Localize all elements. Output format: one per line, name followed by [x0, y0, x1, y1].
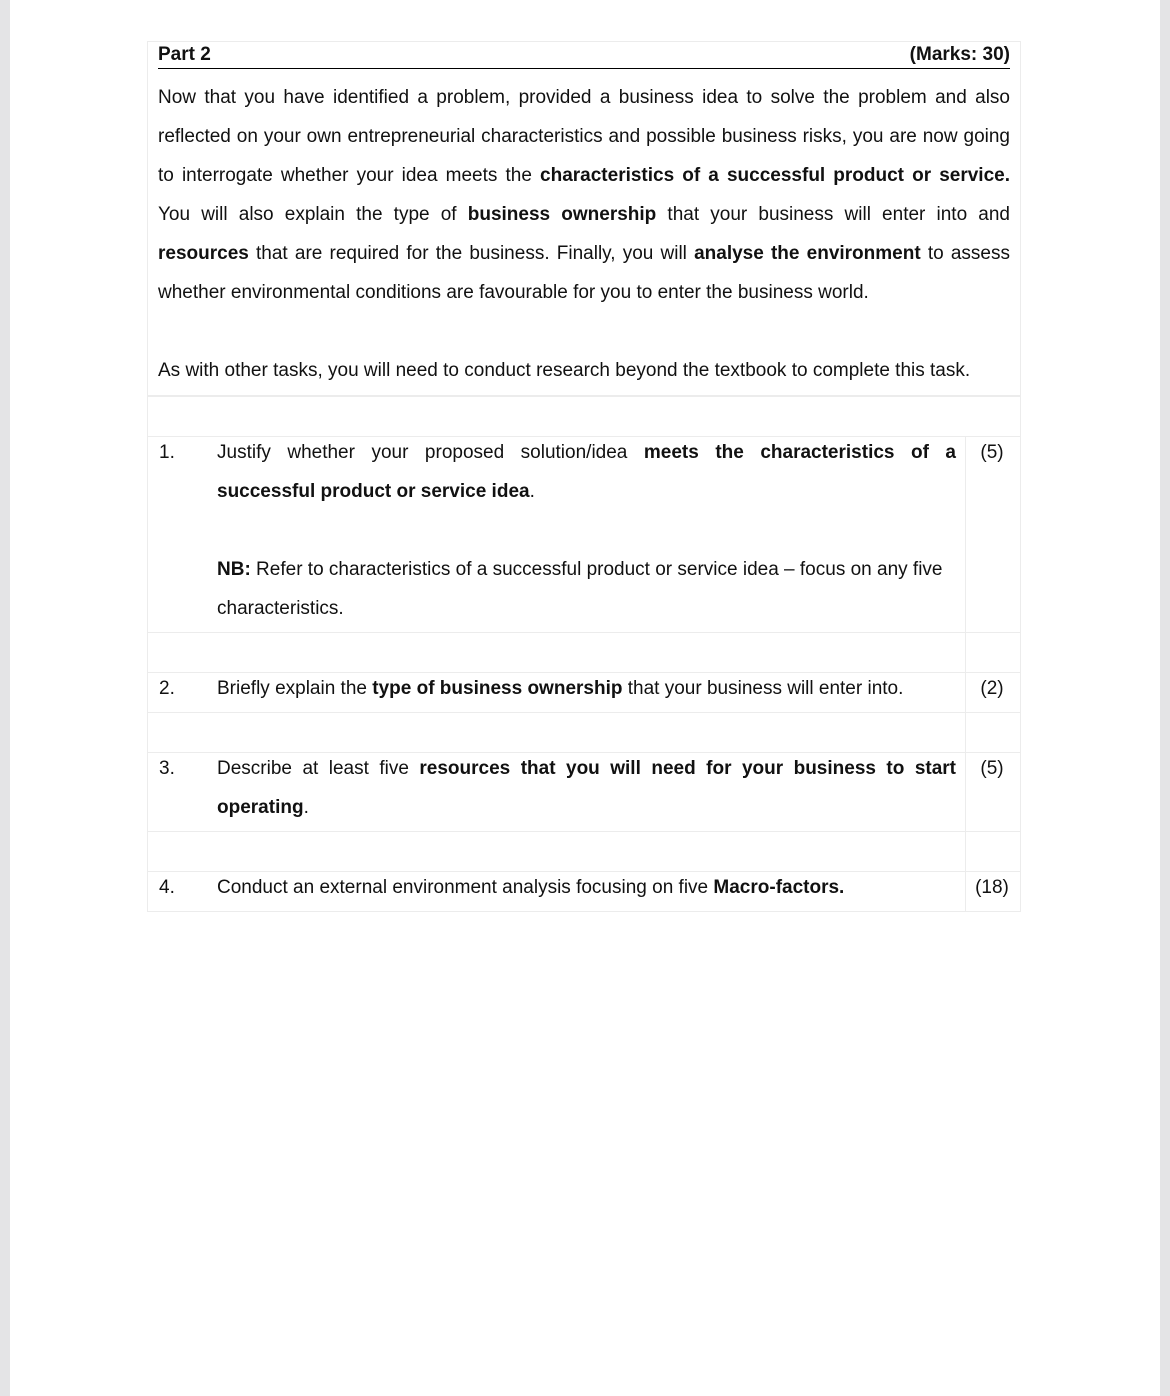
question-text-segment: .: [303, 797, 309, 818]
question-bold-segment: resources that you will need for your business to start operating: [217, 758, 957, 818]
question-text-segment: Describe at least five: [217, 758, 420, 779]
question-text-segment: that your business will enter into.: [622, 678, 904, 699]
question-bold-segment: type of business ownership: [372, 678, 623, 699]
intro-text-segment: Now that you have identified a problem, provided a business idea to solve the problem and also reflected on your own entrepreneurial characteristics and possible business risks, you are now going to interrogate whether your idea meets the: [158, 87, 1010, 186]
intro-text-segment: that are required for the business. Finally, you will: [248, 243, 695, 264]
question-number: 3.: [159, 758, 175, 779]
question-text-segment: .: [529, 481, 535, 502]
intro-paragraph: [158, 78, 1010, 312]
question-marks: (18): [975, 877, 1009, 898]
marks-label: (Marks: 30): [909, 44, 1010, 65]
question-row-4: [147, 871, 1021, 912]
question-text: [217, 433, 956, 628]
part-label: Part 2: [158, 44, 211, 65]
intro-text: [158, 78, 1010, 390]
question-text-segment: Briefly explain the: [217, 678, 373, 699]
nb-text: Refer to characteristics of a successful product or service idea – focus on any five characteristics.: [217, 559, 943, 619]
intro-bold-environment: analyse the environment: [694, 243, 921, 264]
intro-bold-ownership: business ownership: [467, 204, 657, 225]
empty-row: [147, 831, 1021, 872]
intro-text-segment: to assess whether environmental conditions are favourable for you to enter the business world.: [158, 243, 1010, 303]
question-marks: (2): [980, 678, 1004, 699]
question-text-segment: Conduct an external environment analysis focusing on five: [217, 877, 714, 898]
question-text: [217, 669, 956, 708]
empty-row: [147, 712, 1021, 753]
question-number: 1.: [159, 442, 175, 463]
intro-research-note: As with other tasks, you will need to conduct research beyond the textbook to complete this task.: [158, 360, 971, 381]
intro-bold-characteristics: characteristics of a successful product or service.: [540, 165, 1011, 186]
question-number: 4.: [159, 877, 175, 898]
question-bold-segment: meets the characteristics of a successful product or service idea: [217, 442, 956, 502]
question-marks: (5): [980, 442, 1004, 463]
question-row-2: [147, 672, 1021, 713]
question-row-3: [147, 752, 1021, 832]
intro-text-segment: that your business will enter into and: [656, 204, 1011, 225]
part-header: [158, 44, 1010, 69]
nb-label: NB:: [217, 559, 251, 580]
question-number: 2.: [159, 678, 175, 699]
empty-row: [147, 396, 1021, 437]
question-marks: (5): [980, 758, 1004, 779]
document-page: [10, 0, 1160, 1396]
intro-text-segment: You will also explain the type of: [158, 204, 468, 225]
question-text: [217, 749, 956, 827]
intro-bold-resources: resources: [158, 243, 249, 264]
question-text-segment: Justify whether your proposed solution/idea: [217, 442, 644, 463]
question-bold-segment: Macro-factors.: [713, 877, 845, 898]
question-text: [217, 868, 956, 907]
question-row-1: [147, 436, 1021, 633]
empty-row: [147, 632, 1021, 673]
